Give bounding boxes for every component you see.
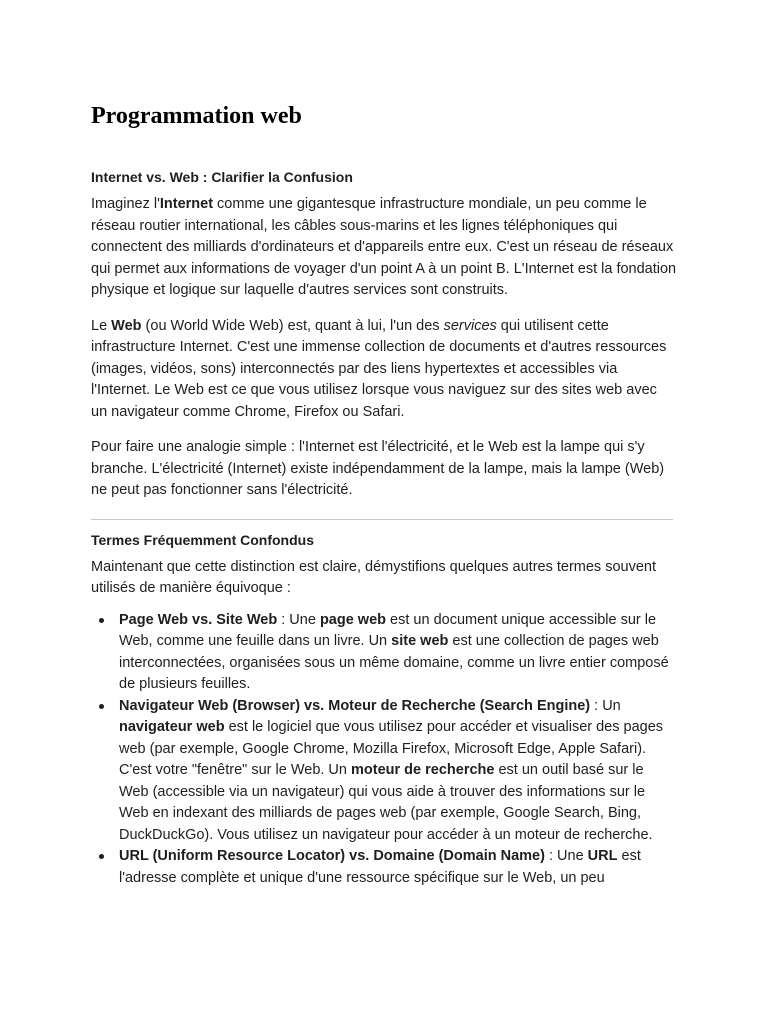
text-run: : Un (590, 697, 621, 714)
text-run: est un outil basé sur le Web (accessible via un navigateur) qui vous aide à trouver des informations sur le Web en indexant des milliards de pages web (par exemple, Google Search, Bing, DuckDuckGo). Vous utilisez un navigateur pour accéder à un moteur de recherche. (119, 762, 653, 843)
bold-term: Navigateur Web (Browser) vs. Moteur de Recherche (Search Engine) (119, 697, 591, 714)
bold-term: moteur de recherche (351, 762, 495, 778)
text-run: Imaginez l' (91, 196, 160, 212)
list-item (91, 610, 677, 696)
text-run: : Une (277, 611, 320, 628)
terms-list (91, 610, 677, 890)
text-run: est l'adresse complète et unique d'une ressource spécifique sur le Web, un peu (119, 848, 641, 886)
section-divider (91, 519, 673, 520)
text-run: : Une (544, 848, 588, 864)
text-run: comme une gigantesque infrastructure mondiale, un peu comme le réseau routier international, les câbles sous-marins et les lignes téléphoniques qui connectent des milliards d'ordinateurs et d'appareils entre eux. C'est un réseau de réseaux qui permet aux informations de voyager d'un point A à un point B. L'Internet est la fondation physique et logique sur laquelle d'autres services sont construits. (91, 196, 677, 298)
bold-term-web: Web (111, 317, 142, 334)
text-run: est le logiciel que vous utilisez pour accéder et visualiser des pages web (par exemple, Google Chrome, Mozilla Firefox, Microsoft Edge, Apple Safari). C'est votre "fenêtre" sur le Web. Un (119, 719, 664, 778)
text-run: est une collection de pages web interconnectées, organisées sous un même domaine, comme un livre entier composé de plusieurs feuilles. (119, 633, 669, 692)
text-run: qui utilisent cette infrastructure Internet. C'est une immense collection de documents et d'autres ressources (images, vidéos, sons) interconnectés par des liens hypertextes et accessibles via l'Internet. Le Web est ce que vous utilisez lorsque vous naviguez sur des sites web avec un navigateur comme Chrome, Firefox ou Safari. (91, 317, 667, 420)
bold-term: Page Web vs. Site Web (119, 611, 278, 628)
text-run: (ou World Wide Web) est, quant à lui, l'un des (141, 317, 444, 334)
document-page (91, 100, 677, 889)
paragraph-analogy: Pour faire une analogie simple : l'Internet est l'électricité, et le Web est la lampe qui s'y branche. L'électricité (Internet) existe indépendamment de la lampe, mais la lampe (Web) ne peut pas fonctionner sans l'électricité. (91, 439, 665, 498)
bold-term: page web (319, 611, 387, 628)
page-title: Programmation web (91, 103, 302, 129)
text-run: est un document unique accessible sur le Web, comme une feuille dans un livre. Un (119, 611, 657, 649)
bold-term: site web (391, 633, 449, 649)
bold-term: URL (587, 848, 618, 864)
section-heading-internet-vs-web: Internet vs. Web : Clarifier la Confusion (91, 169, 353, 185)
list-item (91, 846, 677, 889)
paragraph-web (91, 316, 677, 424)
section-heading-terms: Termes Fréquemment Confondus (91, 531, 314, 548)
bold-term-internet: Internet (159, 196, 214, 212)
bold-term: navigateur web (119, 719, 225, 735)
bold-term: URL (Uniform Resource Locator) vs. Domaine (Domain Name) (119, 848, 545, 864)
paragraph-terms-intro: Maintenant que cette distinction est claire, démystifions quelques autres termes souvent utilisés de manière équivoque : (91, 558, 656, 596)
italic-term-services: services (443, 317, 497, 334)
list-item (91, 696, 677, 847)
paragraph-internet (91, 194, 677, 302)
text-run: Le (91, 317, 112, 334)
